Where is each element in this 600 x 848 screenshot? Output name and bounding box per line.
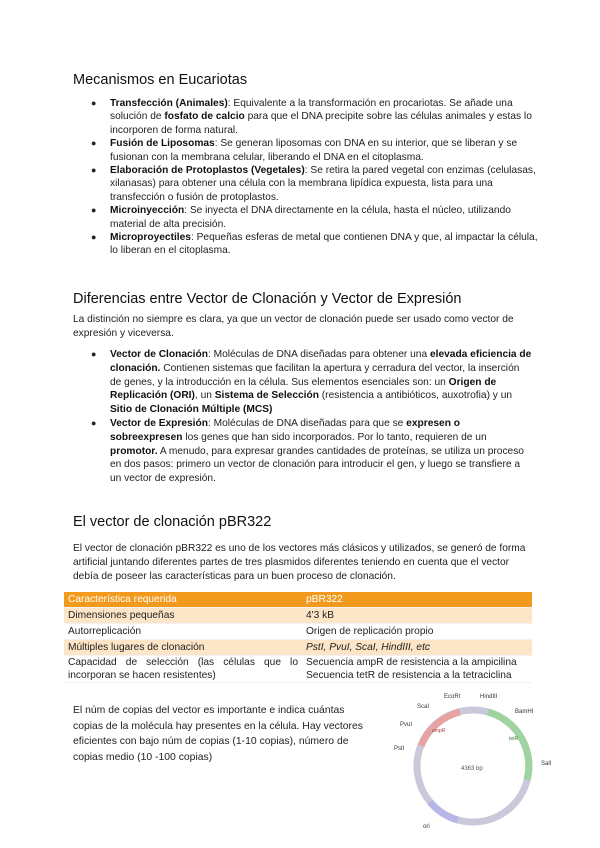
bullet-icon: ● xyxy=(91,98,97,108)
table-cell: 4'3 kB xyxy=(302,608,532,624)
vectors-intro: La distinción no siempre es clara, ya que un vector de clonación puede ser usado como vector de expresión y viceversa. xyxy=(73,314,514,339)
term: Elaboración de Protoplastos (Vegetales) xyxy=(110,165,305,177)
list-item xyxy=(73,231,543,258)
term: promotor. xyxy=(110,445,158,457)
gene-label: tetR xyxy=(509,736,519,742)
bullet-icon: ● xyxy=(91,349,97,359)
site-label: HindIII xyxy=(480,694,498,700)
description: para que el DNA precipite sobre las células animales y estas lo incorporen de forma natural. xyxy=(110,111,532,136)
description: Contienen sistemas que facilitan la apertura y cerradura del vector, la inserción de genes, y la introducción en la célula. Sus elementos esenciales son: un xyxy=(110,362,520,388)
description: los genes que han sido incorporados. Por lo tanto, requieren de un xyxy=(182,431,487,443)
site-label: PvuI xyxy=(400,722,413,728)
table-cell: Autorreplicación xyxy=(64,624,302,640)
pbr322-characteristics-table xyxy=(64,592,532,683)
table-cell: Múltiples lugares de clonación xyxy=(64,640,302,656)
gene-label: ampR xyxy=(432,728,446,734)
term: fosfato de calcio xyxy=(164,111,245,123)
eukaryote-mechanisms-list xyxy=(73,97,543,258)
gene-label: ori xyxy=(423,824,430,830)
list-item xyxy=(73,137,543,164)
term: Origen de Replicación (ORI) xyxy=(110,376,497,402)
list-item xyxy=(73,204,543,231)
site-label: SalI xyxy=(541,761,552,767)
table-header-cell: pBR322 xyxy=(302,592,532,608)
tet-gene-arc xyxy=(488,712,529,780)
term: Microproyectiles xyxy=(110,232,191,244)
description: : Se generan liposomas con DNA en su interior, que se liberan y se fusionan con la membrana celular, liberando el DNA en el citoplasma. xyxy=(110,138,518,163)
pbr322-plasmid-map xyxy=(388,688,558,840)
plasmid-size-label: 4363 bp xyxy=(461,766,483,772)
table-cell-line: Secuencia ampR de resistencia a la ampicilina xyxy=(306,657,517,668)
description: : Se inyecta el DNA directamente en la célula, hasta el núcleo, utilizando material de alta precisión. xyxy=(110,205,511,230)
term: Sistema de Selección xyxy=(214,390,319,402)
site-label: PstI xyxy=(394,746,405,752)
site-label: EcoRI xyxy=(444,694,461,700)
bullet-icon: ● xyxy=(91,232,97,243)
term: expresen o sobreexpresen xyxy=(110,417,460,443)
bullet-icon: ● xyxy=(91,205,97,216)
list-item xyxy=(73,97,543,137)
description: : Se retira la pared vegetal con enzimas (celulasas, xilanasas) para obtener una célula con la membrana lipídica expuesta, lista para una transfección o fusión de protoplastos. xyxy=(110,165,536,203)
table-row xyxy=(64,640,532,656)
term: Transfección (Animales) xyxy=(110,98,228,109)
description: (resistencia a antibióticos, auxotrofia) y un xyxy=(318,390,513,402)
term: Microinyección xyxy=(110,205,185,217)
table-cell: Capacidad de selección (las células que lo incorporan se hacen resistentes) xyxy=(64,656,302,683)
term: Vector de Expresión xyxy=(110,417,208,429)
description: A menudo, para expresar grandes cantidades de proteínas, se utiliza un proceso en dos pasos: primero un vector de clonación para introducir el gen, y luego se transfiere a un vector de expresión. xyxy=(110,445,524,485)
table-cell: Origen de replicación propio xyxy=(302,624,532,640)
table-cell: PstI, PvuI, ScaI, HindIII, etc xyxy=(302,640,532,656)
description: : Equivalente a la transformación en procariotas. Se añade una solución de xyxy=(110,98,513,123)
bullet-icon: ● xyxy=(91,417,97,428)
bullet-icon: ● xyxy=(91,165,97,176)
vector-types-list xyxy=(73,348,533,486)
bullet-icon: ● xyxy=(91,138,97,149)
ori-arc xyxy=(430,802,458,820)
site-label: ScaI xyxy=(417,704,430,710)
table-row xyxy=(64,624,532,640)
term: elevada eficiencia de clonación. xyxy=(110,349,532,374)
list-item xyxy=(73,164,543,204)
table-row xyxy=(64,608,532,624)
table-cell: Dimensiones pequeñas xyxy=(64,608,302,624)
table-row xyxy=(64,656,532,683)
section-title-vectors: Diferencias entre Vector de Clonación y Vector de Expresión xyxy=(73,291,462,307)
term: Sitio de Clonación Múltiple (MCS) xyxy=(110,404,273,416)
table-header-cell: Característica requerida xyxy=(64,592,302,608)
section-title-eukaryotes: Mecanismos en Eucariotas xyxy=(73,72,248,88)
copy-number-paragraph: El núm de copias del vector es importante e indica cuántas copias de la molécula hay presentes en la célula. Hay vectores eficientes con bajo núm de copias (1-10 copias), número de copias medio (10 -100 copias) xyxy=(73,705,363,763)
term: Fusión de Liposomas xyxy=(110,138,215,150)
table-cell-line: Secuencia tetR de resistencia a la tetraciclina xyxy=(306,670,512,681)
pbr322-intro: El vector de clonación pBR322 es uno de los vectores más clásicos y utilizados, se generó de forma artificial juntando diferentes partes de tres plasmidos diferentes teniendo en cuenta que el vector debía de poseer las características para un buen proceso de clonación. xyxy=(73,543,526,582)
description: : Moléculas de DNA diseñadas para obtener una xyxy=(207,349,430,360)
description: : Pequeñas esferas de metal que contienen DNA y que, al impactar la célula, lo liberan en el citoplasma. xyxy=(110,232,538,257)
list-item xyxy=(73,348,533,417)
description: , un xyxy=(194,390,215,402)
table-header-row xyxy=(64,592,532,608)
site-label: BamHI xyxy=(515,709,534,715)
list-item xyxy=(73,417,533,486)
term: Vector de Clonación xyxy=(110,349,208,360)
description: : Moléculas de DNA diseñadas para que se xyxy=(207,417,407,429)
table-cell xyxy=(302,656,532,683)
section-title-pbr322: El vector de clonación pBR322 xyxy=(73,514,272,530)
